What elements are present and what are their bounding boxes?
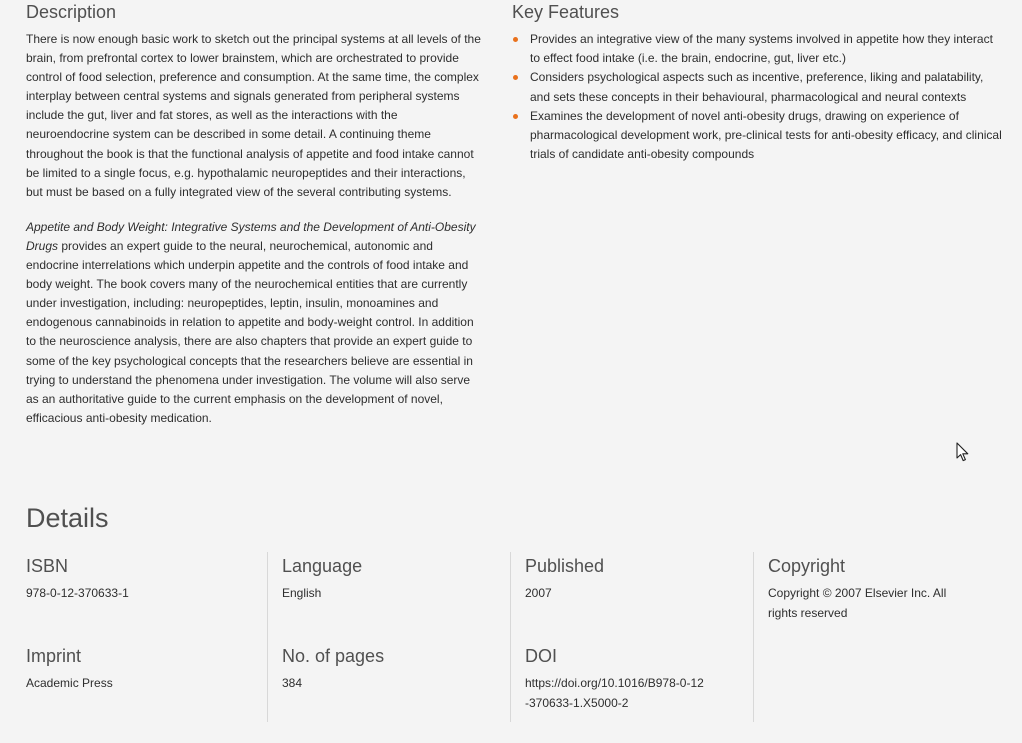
language-label: Language [282,556,363,576]
details-column-1 [26,552,266,722]
imprint-value: Academic Press [26,676,113,690]
list-item [512,30,1002,68]
copyright-item [768,554,968,623]
description-heading: Description [26,2,117,22]
doi-value [525,674,705,713]
published-item [525,554,604,604]
published-label: Published [525,556,605,576]
pages-label: No. of pages [282,646,385,666]
imprint-item [26,644,113,694]
key-feature-text: Provides an integrative view of the many systems involved in appetite how they interact to effect food intake (i.e. the brain, endocrine, gut, liver etc.) [530,32,993,66]
bullet-dot-icon [513,75,518,80]
doi-label: DOI [525,646,558,666]
copyright-label: Copyright [768,556,846,576]
imprint-label: Imprint [26,646,82,666]
details-grid [26,552,1002,722]
details-column-2 [267,552,510,722]
description-paragraph-1: There is now enough basic work to sketch out the principal systems at all levels of the brain, from prefrontal cortex to lower brainstem, which are orchestrated to provide control of food selection, preference and consumption. At the same time, the complex interplay between central systems and signals generated from peripheral systems include the gut, liver and fat stores, as well as the interactions with the neuroendocrine system can be described in some detail. A continuing theme throughout the book is that the functional analysis of appetite and food intake cannot be limited to a single focus, e.g. hypothalamic neuropeptides and their interactions, but must be based on a fully integrated view of the several contributing systems. [26,32,481,199]
description-paragraph-2 [26,218,484,428]
doi-link[interactable]: https://doi.org/10.1016/B978-0-12-370633-1.X5000-2 [525,676,704,710]
key-features-section [512,0,1002,164]
mouse-pointer-icon [956,442,970,462]
book-title-italic: Appetite and Body Weight: Integrative Systems and the Development of Anti-Obesity Drugs [26,219,476,253]
isbn-value: 978-0-12-370633-1 [26,586,129,600]
details-column-4 [753,552,1002,722]
published-value: 2007 [525,586,552,600]
copyright-value: Copyright © 2007 Elsevier Inc. All rights reserved [768,586,947,620]
doi-item [525,644,705,713]
key-features-heading: Key Features [512,2,620,22]
key-feature-text: Considers psychological aspects such as incentive, preference, liking and palatability, and sets these concepts in their behavioural, pharmacological and neural contexts [530,70,984,104]
description-paragraph-2-text: provides an expert guide to the neural, neurochemical, autonomic and endocrine interrelations which underpin appetite and the controls of food intake and body weight. The book covers many of the neurochemical entities that are currently under investigation, including: neuropeptides, leptin, insulin, monoamines and endogenous cannabinoids in relation to appetite and body-weight control. In addition to the neuroscience analysis, there are also chapters that provide an expert guide to some of the key psychological concepts that the researchers believe are essential in trying to understand the phenomena under investigation. The volume will also serve as an authoritative guide to the current emphasis on the development of novel, efficacious anti-obesity medication. [26,238,474,425]
pages-item [282,644,384,694]
list-item [512,68,1002,106]
isbn-item [26,554,129,604]
pages-value: 384 [282,676,303,690]
bullet-dot-icon [513,37,518,42]
details-column-3 [510,552,753,722]
description-section [26,0,484,428]
list-item [512,107,1002,165]
key-feature-text: Examines the development of novel anti-obesity drugs, drawing on experience of pharmacological development work, pre-clinical tests for anti-obesity efficacy, and clinical trials of candidate anti-obesity compounds [530,108,1002,162]
isbn-label: ISBN [26,556,69,576]
language-value: English [282,586,322,600]
details-heading: Details [26,503,109,533]
bullet-dot-icon [513,114,518,119]
key-features-list [512,30,1002,164]
language-item [282,554,362,604]
